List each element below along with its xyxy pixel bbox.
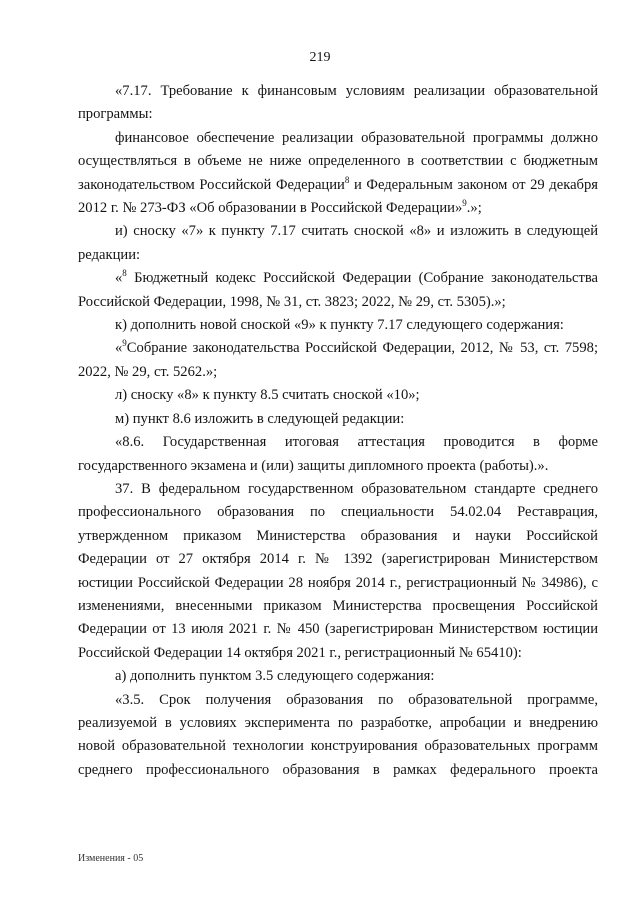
paragraph-p3	[78, 220, 598, 267]
paragraph-p8	[78, 408, 598, 431]
paragraph-text: и Федеральным законом от 29 декабря 2012 г. № 273-ФЗ «Об образовании в Российской Федерации»	[78, 176, 598, 217]
paragraph-p5	[78, 314, 598, 337]
paragraph-text: «3.5. Срок получения образования по образовательной программе, реализуемой в условиях эксперимента по разработке, апробации и внедрению новой образовательной технологии конструирования образовательных программ среднего профессионального образования в рамках федерального проекта	[78, 691, 598, 778]
page-footer: Изменения - 05	[78, 853, 144, 864]
paragraph-text: Бюджетный кодекс Российской Федерации (Собрание законодательства Российской Федерации, 1998, № 31, ст. 3823; 2022, № 29, ст. 5305).»;	[78, 270, 598, 310]
paragraph-text: «	[115, 270, 123, 287]
paragraph-text: м) пункт 8.6 изложить в следующей редакции:	[115, 410, 405, 427]
page-number: 219	[309, 50, 331, 65]
paragraph-p6	[78, 337, 598, 384]
paragraph-p9	[78, 431, 598, 478]
paragraph-text: .»;	[466, 200, 482, 217]
paragraph-p4	[78, 267, 598, 314]
paragraph-text: л) сноску «8» к пункту 8.5 считать сноской «10»;	[115, 387, 420, 404]
document-body	[78, 80, 598, 782]
footnote-marker: 9	[122, 338, 127, 349]
paragraph-p12	[78, 689, 598, 783]
paragraph-text: 37. В федеральном государственном образовательном стандарте среднего профессионального образования по специальности 54.02.04 Реставрация, утвержденном приказом Министерства образования и науки Российской Федерации от 27 октября 2014 г. № 1392 (зарегистрирован Министерством юстиции Российской Федерации 28 ноября 2014 г., регистрационный № 34986), с изменениями, внесенными приказом Министерства просвещения Российской Федерации от 13 июля 2021 г. № 450 (зарегистрирован Министерством юстиции Российской Федерации 14 октября 2021 г., регистрационный № 65410):	[78, 480, 598, 661]
paragraph-p2	[78, 127, 598, 221]
paragraph-text: «	[115, 340, 123, 357]
paragraph-text: а) дополнить пунктом 3.5 следующего содержания:	[115, 668, 435, 685]
footnote-marker: 9	[462, 198, 467, 209]
paragraph-p7	[78, 384, 598, 407]
footnote-marker: 8	[344, 174, 350, 185]
paragraph-text: финансовое обеспечение реализации образовательной программы должно осуществляться в объеме не ниже определенного в соответствии с бюджетным законодательством Российской Федерации	[78, 129, 598, 193]
paragraph-text: «8.6. Государственная итоговая аттестация проводится в форме государственного экзамена и (или) защиты дипломного проекта (работы).».	[78, 434, 598, 474]
paragraph-p10	[78, 478, 598, 665]
paragraph-p11	[78, 665, 598, 688]
footnote-marker: 8	[122, 268, 127, 279]
paragraph-text: и) сноску «7» к пункту 7.17 считать сноской «8» и изложить в следующей редакции:	[78, 223, 598, 263]
paragraph-text: Собрание законодательства Российской Федерации, 2012, № 53, ст. 7598; 2022, № 29, ст. 5262.»;	[78, 340, 598, 380]
paragraph-p1	[78, 80, 598, 127]
paragraph-text: «7.17. Требование к финансовым условиям реализации образовательной программы:	[78, 83, 598, 123]
paragraph-text: к) дополнить новой сноской «9» к пункту 7.17 следующего содержания:	[115, 317, 564, 334]
